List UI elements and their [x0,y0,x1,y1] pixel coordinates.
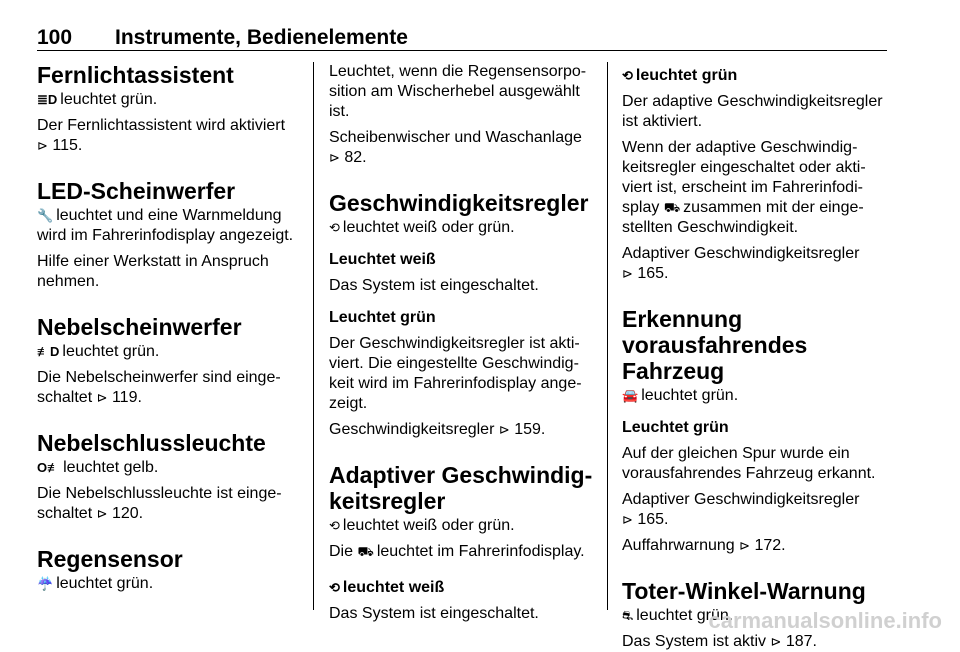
agr-gruen-text2: Wenn der adaptive Geschwindig-keitsregler eingeschaltet oder akti-viert ist, erscheint im Fahrerinfodi-splay ⛟ zusammen mit der einge-stellten Geschwindigkeit. [622,139,866,236]
tw-text: Das System ist aktiv ⊳ 187. [622,633,817,650]
column-2 [329,62,594,624]
agr-sub-weiss: ⟲ leuchtet weiß [329,579,445,596]
car-front-icon: 🚘 [622,388,639,403]
erk-status: 🚘 leuchtet grün. [622,387,739,404]
section-heading-regen: Regensensor [37,546,183,572]
section-heading-nebel: Nebelscheinwerfer [37,314,242,340]
section-heading-led: LED-Scheinwerfer [37,178,236,204]
page-number: 100 [37,26,73,49]
gr-sub-weiss-text: Das System ist eingeschaltet. [329,277,539,294]
page-ref-link[interactable]: 82. [344,149,367,166]
page-ref-arrow-icon: ⊳ [622,266,633,281]
gr-ref: Geschwindigkeitsregler ⊳ 159. [329,421,546,438]
column-divider [607,62,608,610]
page-header [37,22,887,51]
page-ref-link[interactable]: 159. [514,421,546,438]
vehicle-ahead-icon: ⛟ [663,200,681,215]
gr-sub-gruen: Leuchtet grün [329,309,436,326]
tw-status: ⛐ leuchtet grün. [622,607,734,624]
erk-ref: Adaptiver Geschwindigkeitsregler ⊳ 165. [622,491,860,528]
page-ref-arrow-icon: ⊳ [739,538,751,553]
nebelschluss-status: O≢ leuchtet gelb. [37,459,159,476]
high-beam-assist-icon: ≣D [37,92,58,107]
watermark: carmanualsonline.info [708,608,942,633]
nebelschluss-text: Die Nebelschlussleuchte ist einge-schaltet ⊳ 120. [37,485,282,522]
page-ref-link[interactable]: 187. [785,633,817,650]
wrench-icon: 🔧 [37,208,54,223]
section-heading-geschwindigkeitsregler: Geschwindigkeitsregler [329,190,589,216]
page-ref-arrow-icon: ⊳ [96,390,108,405]
wiper-text: Scheibenwischer und Waschanlage ⊳ 82. [329,129,582,166]
column-3 [622,62,887,652]
fernlicht-status: ≣D leuchtet grün. [37,91,158,108]
adaptive-cruise-icon: ⟲ [329,580,340,595]
adaptive-cruise-icon: ⟲ [622,68,633,83]
page-ref-link[interactable]: 115. [52,137,83,154]
rain-sensor-icon: ☔ [37,576,54,591]
page-ref-arrow-icon: ⊳ [37,138,48,153]
page-ref-link[interactable]: 172. [754,537,786,554]
agr-sub-weiss-text: Das System ist eingeschaltet. [329,605,539,622]
fernlicht-text: Der Fernlichtassistent wird aktiviert ⊳ 115. [37,117,286,154]
page-ref-link[interactable]: 165. [637,511,669,528]
section-heading-erkennung: Erkennung vorausfahrendes Fahrzeug [622,306,808,384]
agr-ref: Adaptiver Geschwindigkeitsregler ⊳ 165. [622,245,860,282]
regen-intro: Leuchtet, wenn die Regensensorpo-sition am Wischerhebel ausgewählt ist. [329,63,587,120]
agr-sub-gruen: ⟲ leuchtet grün [622,67,738,84]
page-ref-arrow-icon: ⊳ [329,150,340,165]
nebel-status: ≢D leuchtet grün. [37,343,160,360]
page-ref-link[interactable]: 120. [111,505,144,522]
regen-status: ☔ leuchtet grün. [37,575,154,592]
section-heading-fernlicht: Fernlichtassistent [37,62,234,88]
gr-status: ⟲ leuchtet weiß oder grün. [329,219,515,236]
agr-gruen-text: Der adaptive Geschwindigkeitsregler ist aktiviert. [622,93,883,130]
page-ref-link[interactable]: 165. [637,265,669,282]
gr-sub-gruen-text: Der Geschwindigkeitsregler ist akti-viert. Die eingestellte Geschwindig-keit wird im Fahrerinfodisplay ange-zeigt. [329,335,582,412]
running-title: Instrumente, Bedienelemente [115,26,408,49]
cruise-control-icon: ⟲ [329,220,340,235]
section-heading-toter-winkel: Toter-Winkel-Warnung [622,578,866,604]
section-heading-nebelschluss: Nebelschlussleuchte [37,430,266,456]
page-ref-arrow-icon: ⊳ [622,512,633,527]
rear-fog-lamp-icon: O≢ [37,460,61,475]
erk-sub-gruen: Leuchtet grün [622,419,729,436]
agr-display: Die ⛟ leuchtet im Fahrerinfodisplay. [329,543,585,560]
page-ref-arrow-icon: ⊳ [770,634,782,649]
column-1 [37,62,299,594]
page-ref-arrow-icon: ⊳ [96,506,108,521]
section-heading-adaptiver: Adaptiver Geschwindig- keitsregler [329,462,593,514]
erk-text: Auf der gleichen Spur wurde ein vorausfahrendes Fahrzeug erkannt. [622,445,876,482]
page-ref-link[interactable]: 119. [111,389,142,406]
blind-spot-icon: ⛐ [622,608,634,623]
column-divider [313,62,314,610]
erk-ref2: Auffahrwarnung ⊳ 172. [622,537,786,554]
led-status: 🔧 leuchtet und eine Warnmeldung wird im Fahrerinfodisplay angezeigt. [37,207,294,244]
gr-sub-weiss: Leuchtet weiß [329,251,436,268]
agr-status: ⟲ leuchtet weiß oder grün. [329,517,515,534]
front-fog-lamp-icon: ≢D [37,344,60,359]
page-ref-arrow-icon: ⊳ [498,422,510,437]
led-text: Hilfe einer Werkstatt in Anspruch nehmen. [37,253,269,290]
adaptive-cruise-icon: ⟲ [329,518,340,533]
nebel-text: Die Nebelscheinwerfer sind einge-schaltet ⊳ 119. [37,369,281,406]
vehicle-ahead-icon: ⛟ [357,544,374,559]
